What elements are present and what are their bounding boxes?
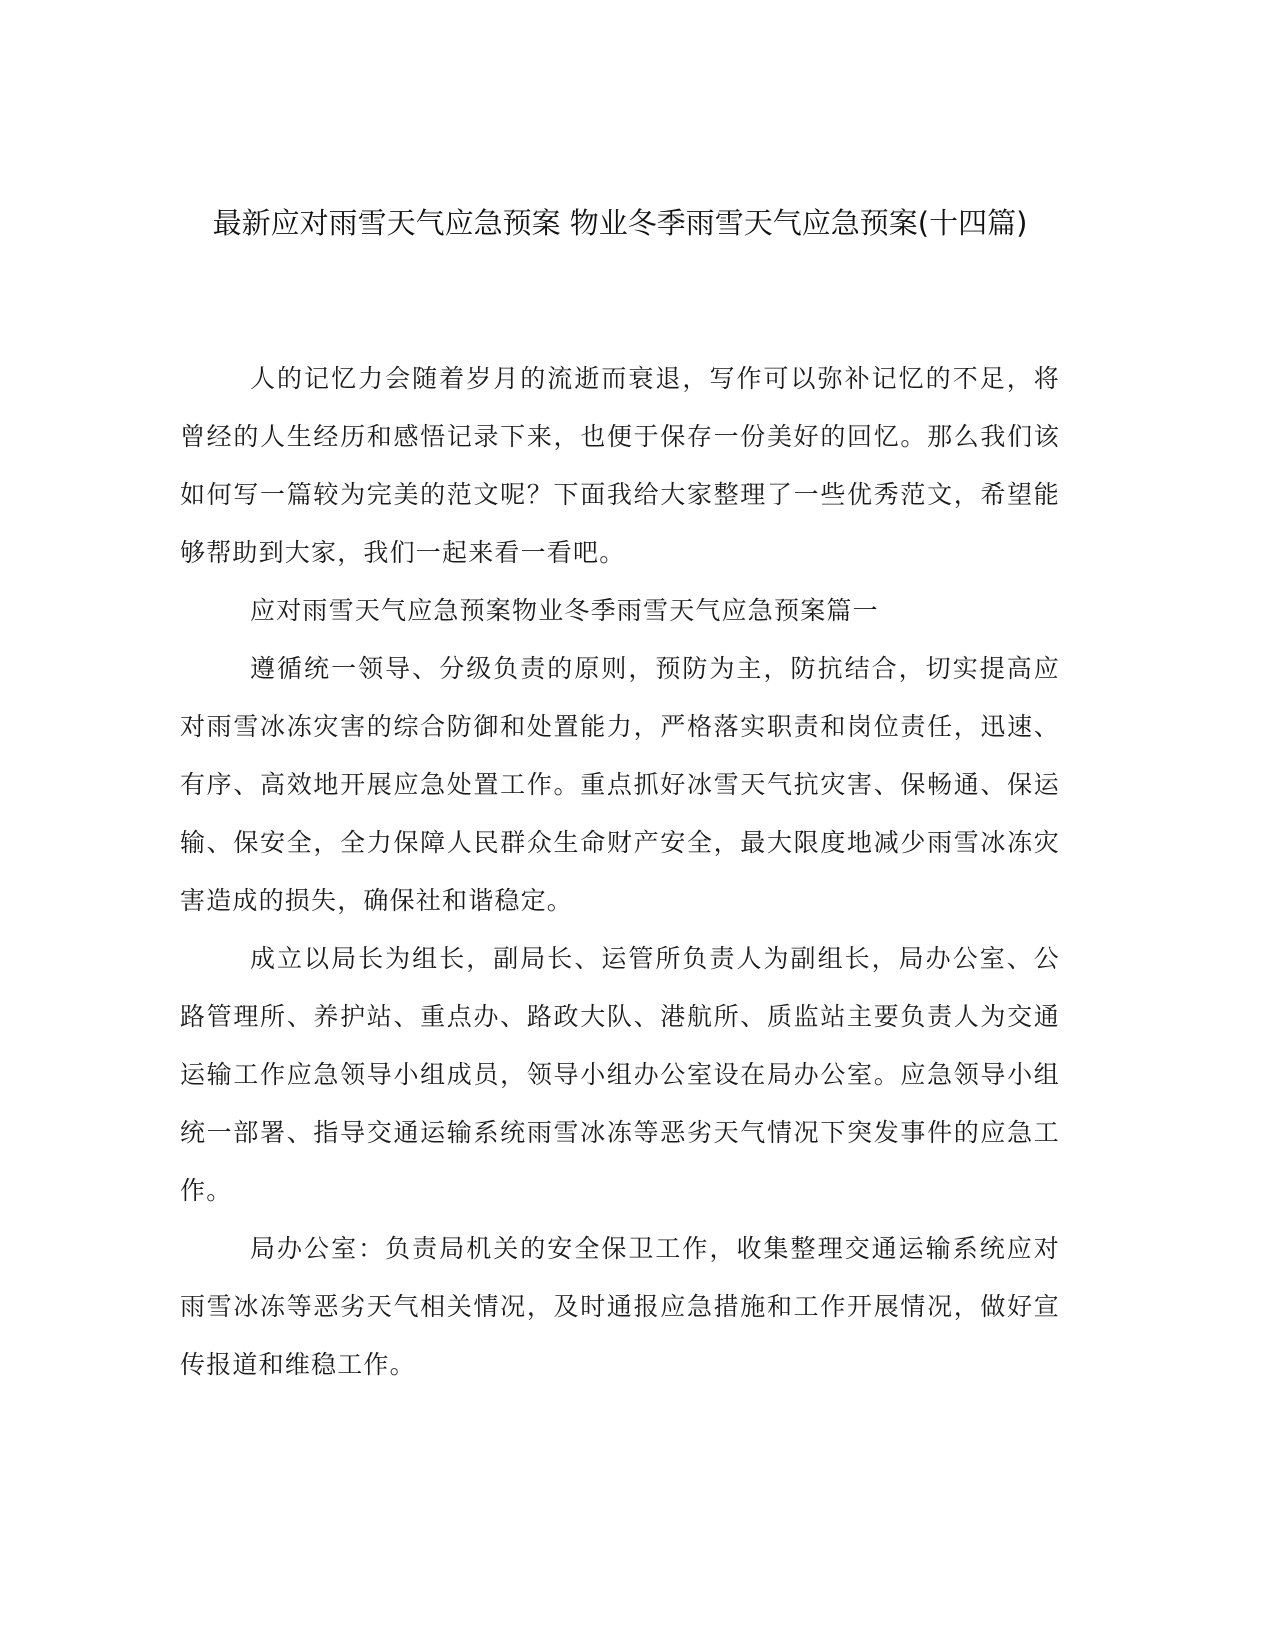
section-heading: 应对雨雪天气应急预案物业冬季雨雪天气应急预案篇一 xyxy=(250,596,879,625)
document-title: 最新应对雨雪天气应急预案 物业冬季雨雪天气应急预案(十四篇) xyxy=(212,206,1028,240)
paragraph-office-duties: 局办公室：负责局机关的安全保卫工作，收集整理交通运输系统应对雨雪冰冻等恶劣天气相关情况，及时通报应急措施和工作开展情况，做好宣传报道和维稳工作。 xyxy=(180,1234,1060,1379)
document-body xyxy=(180,350,1060,1394)
paragraph-leadership-group: 成立以局长为组长，副局长、运管所负责人为副组长，局办公室、公路管理所、养护站、重点办、路政大队、港航所、质监站主要负责人为交通运输工作应急领导小组成员，领导小组办公室设在局办公室。应急领导小组统一部署、指导交通运输系统雨雪冰冻等恶劣天气情况下突发事件的应急工作。 xyxy=(180,944,1060,1205)
paragraph-principles: 遵循统一领导、分级负责的原则，预防为主，防抗结合，切实提高应对雨雪冰冻灾害的综合防御和处置能力，严格落实职责和岗位责任，迅速、有序、高效地开展应急处置工作。重点抓好冰雪天气抗灾害、保畅通、保运输、保安全，全力保障人民群众生命财产安全，最大限度地减少雨雪冰冻灾害造成的损失，确保社和谐稳定。 xyxy=(180,654,1060,915)
paragraph-intro: 人的记忆力会随着岁月的流逝而衰退，写作可以弥补记忆的不足，将曾经的人生经历和感悟记录下来，也便于保存一份美好的回忆。那么我们该如何写一篇较为完美的范文呢？下面我给大家整理了一些优秀范文，希望能够帮助到大家，我们一起来看一看吧。 xyxy=(180,364,1060,567)
